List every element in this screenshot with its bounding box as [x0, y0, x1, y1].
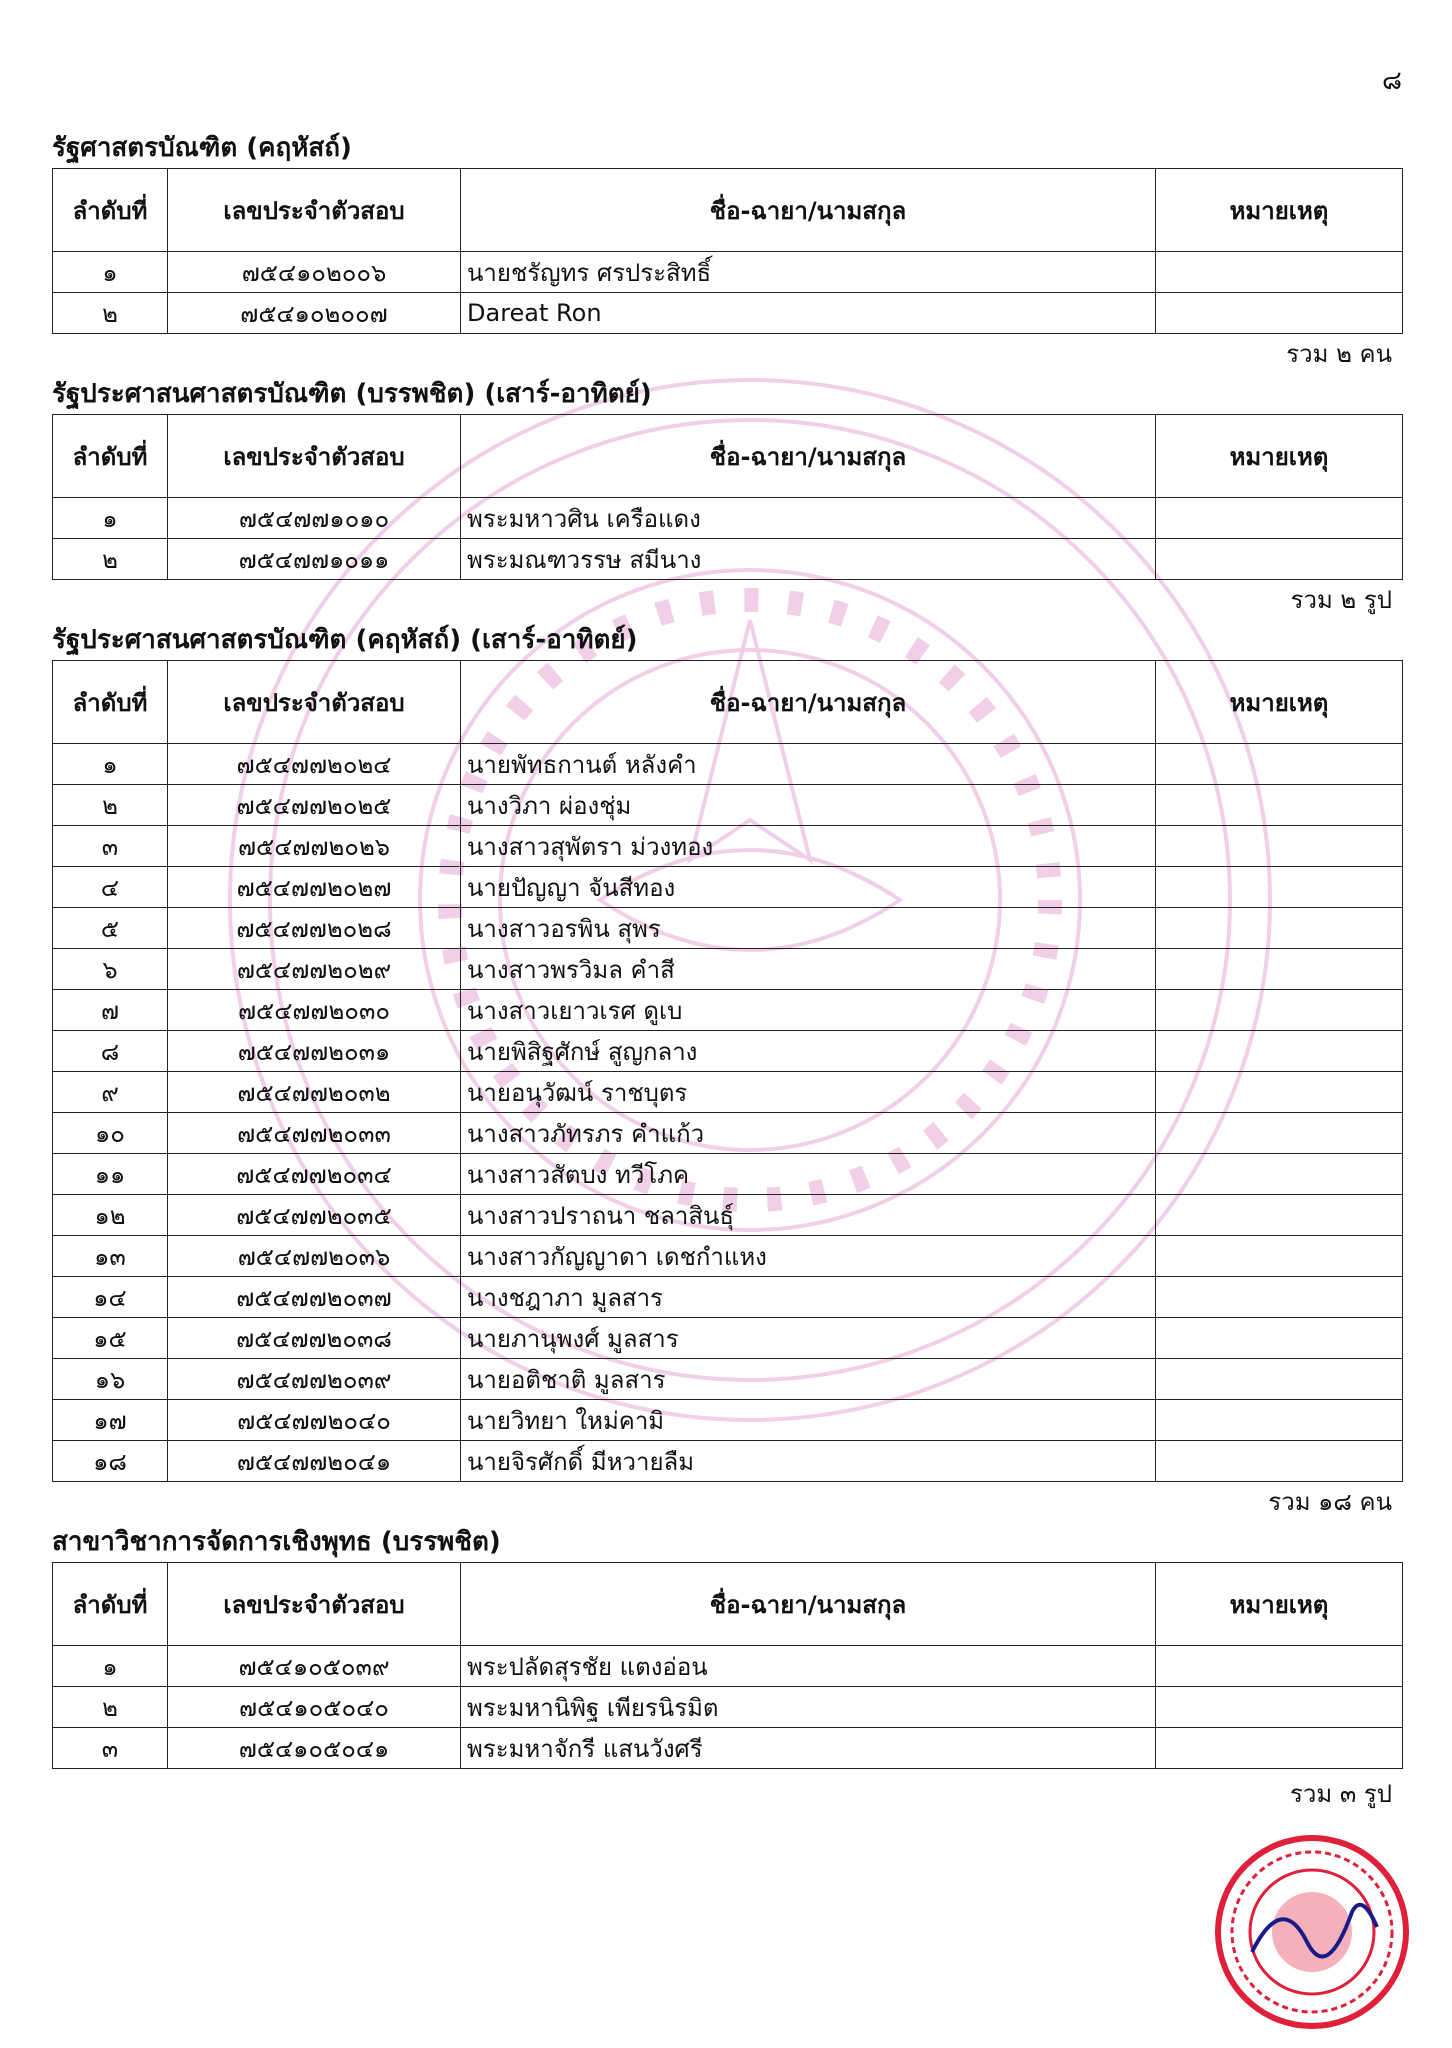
table-header-row: [53, 415, 1403, 498]
row-remark: [1156, 252, 1403, 293]
header-exam-id: เลขประจำตัวสอบ: [168, 415, 461, 498]
table-row: [53, 1646, 1403, 1687]
row-name: Dareat Ron: [461, 293, 1156, 334]
row-order: ๑๖: [53, 1359, 168, 1400]
row-order: ๒: [53, 1687, 168, 1728]
section-title: รัฐประศาสนศาสตรบัณฑิต (คฤหัสถ์) (เสาร์-อาทิตย์): [52, 625, 638, 655]
row-order: ๑๔: [53, 1277, 168, 1318]
row-order: ๘: [53, 1031, 168, 1072]
row-order: ๓: [53, 826, 168, 867]
header-name: ชื่อ-ฉายา/นามสกุล: [461, 661, 1156, 744]
row-name: นางสาวกัญญาดา เดชกำแหง: [461, 1236, 1156, 1277]
row-exam-id: ๗๕๔๗๗๑๐๑๑: [168, 539, 461, 580]
table-header-row: [53, 169, 1403, 252]
candidate-table: [52, 660, 1403, 1482]
table-row: [53, 1072, 1403, 1113]
row-name: นายพัทธกานต์ หลังคำ: [461, 744, 1156, 785]
section-title: รัฐประศาสนศาสตรบัณฑิต (บรรพชิต) (เสาร์-อาทิตย์): [52, 379, 652, 409]
row-remark: [1156, 744, 1403, 785]
row-exam-id: ๗๕๔๗๗๒๐๒๔: [168, 744, 461, 785]
row-exam-id: ๗๕๔๗๗๒๐๒๙: [168, 949, 461, 990]
row-name: พระมหาวศิน เครือแดง: [461, 498, 1156, 539]
row-order: ๑: [53, 744, 168, 785]
row-exam-id: ๗๕๔๑๐๕๐๓๙: [168, 1646, 461, 1687]
header-order: ลำดับที่: [53, 1563, 168, 1646]
table-row: [53, 744, 1403, 785]
row-exam-id: ๗๕๔๑๐๒๐๐๗: [168, 293, 461, 334]
row-name: พระมหานิพิฐ เพียรนิรมิต: [461, 1687, 1156, 1728]
row-name: นางสาวปราถนา ชลาสินธุ์: [461, 1195, 1156, 1236]
header-name: ชื่อ-ฉายา/นามสกุล: [461, 169, 1156, 252]
row-name: นางวิภา ผ่องชุ่ม: [461, 785, 1156, 826]
table-row: [53, 949, 1403, 990]
row-name: นางสาวพรวิมล คำสี: [461, 949, 1156, 990]
row-name: นางสาวภัทรภร คำแก้ว: [461, 1113, 1156, 1154]
candidate-table: [52, 1562, 1403, 1769]
row-exam-id: ๗๕๔๗๗๒๐๒๕: [168, 785, 461, 826]
row-name: พระมณฑวรรษ สมีนาง: [461, 539, 1156, 580]
table-row: [53, 1154, 1403, 1195]
row-order: ๑: [53, 252, 168, 293]
header-exam-id: เลขประจำตัวสอบ: [168, 661, 461, 744]
row-remark: [1156, 1318, 1403, 1359]
table-row: [53, 1277, 1403, 1318]
row-exam-id: ๗๕๔๗๗๒๐๓๐: [168, 990, 461, 1031]
row-exam-id: ๗๕๔๗๗๒๐๒๘: [168, 908, 461, 949]
section-public-admin-monk-weekend: [52, 374, 1402, 620]
table-row: [53, 498, 1403, 539]
row-remark: [1156, 1728, 1403, 1769]
table-row: [53, 539, 1403, 580]
table-row: [53, 785, 1403, 826]
table-row: [53, 1728, 1403, 1769]
row-name: นายชรัญทร ศรประสิทธิ์: [461, 252, 1156, 293]
section-buddhist-management-monk: [52, 1522, 1402, 1819]
row-name: นายจิรศักดิ์ มีหวายลืม: [461, 1441, 1156, 1482]
row-order: ๙: [53, 1072, 168, 1113]
row-order: ๑๘: [53, 1441, 168, 1482]
section-title: รัฐศาสตรบัณฑิต (คฤหัสถ์): [52, 133, 352, 163]
row-remark: [1156, 1154, 1403, 1195]
section-political-science-layperson: [52, 128, 1402, 374]
row-order: ๒: [53, 785, 168, 826]
row-name: นางสาวเยาวเรศ ดูเบ: [461, 990, 1156, 1031]
row-remark: [1156, 826, 1403, 867]
row-remark: [1156, 867, 1403, 908]
table-row: [53, 1400, 1403, 1441]
candidate-table: [52, 414, 1403, 580]
header-name: ชื่อ-ฉายา/นามสกุล: [461, 1563, 1156, 1646]
row-remark: [1156, 293, 1403, 334]
row-exam-id: ๗๕๔๗๗๒๐๔๐: [168, 1400, 461, 1441]
row-order: ๑๗: [53, 1400, 168, 1441]
row-remark: [1156, 908, 1403, 949]
row-order: ๑๑: [53, 1154, 168, 1195]
header-remark: หมายเหตุ: [1156, 1563, 1403, 1646]
table-row: [53, 908, 1403, 949]
row-remark: [1156, 1400, 1403, 1441]
row-exam-id: ๗๕๔๗๗๒๐๓๔: [168, 1154, 461, 1195]
section-total: รวม ๑๘ คน: [1268, 1488, 1392, 1516]
candidate-table: [52, 168, 1403, 334]
row-exam-id: ๗๕๔๗๗๒๐๒๗: [168, 867, 461, 908]
header-exam-id: เลขประจำตัวสอบ: [168, 1563, 461, 1646]
row-exam-id: ๗๕๔๗๗๒๐๔๑: [168, 1441, 461, 1482]
row-exam-id: ๗๕๔๗๗๒๐๓๒: [168, 1072, 461, 1113]
section-total: รวม ๒ รูป: [1290, 586, 1392, 614]
row-exam-id: ๗๕๔๗๗๑๐๑๐: [168, 498, 461, 539]
table-row: [53, 252, 1403, 293]
table-row: [53, 1031, 1403, 1072]
table-row: [53, 990, 1403, 1031]
row-order: ๑๓: [53, 1236, 168, 1277]
header-exam-id: เลขประจำตัวสอบ: [168, 169, 461, 252]
row-order: ๑: [53, 1646, 168, 1687]
table-row: [53, 1195, 1403, 1236]
table-row: [53, 1113, 1403, 1154]
row-exam-id: ๗๕๔๗๗๒๐๓๘: [168, 1318, 461, 1359]
row-remark: [1156, 1195, 1403, 1236]
row-name: นางสาวสัตบง ทวีโภค: [461, 1154, 1156, 1195]
row-name: นายภานุพงศ์ มูลสาร: [461, 1318, 1156, 1359]
official-seal-icon: [1212, 1832, 1412, 2032]
table-row: [53, 1359, 1403, 1400]
table-header-row: [53, 661, 1403, 744]
table-row: [53, 293, 1403, 334]
row-name: นายอติชาติ มูลสาร: [461, 1359, 1156, 1400]
table-header-row: [53, 1563, 1403, 1646]
row-remark: [1156, 539, 1403, 580]
header-name: ชื่อ-ฉายา/นามสกุล: [461, 415, 1156, 498]
page-number: ๘: [1381, 66, 1402, 96]
section-title: สาขาวิชาการจัดการเชิงพุทธ (บรรพชิต): [52, 1527, 501, 1557]
row-order: ๑๐: [53, 1113, 168, 1154]
table-row: [53, 867, 1403, 908]
row-exam-id: ๗๕๔๗๗๒๐๓๕: [168, 1195, 461, 1236]
row-order: ๑: [53, 498, 168, 539]
table-row: [53, 1236, 1403, 1277]
row-name: นายพิสิฐศักษ์ สูญกลาง: [461, 1031, 1156, 1072]
table-row: [53, 1441, 1403, 1482]
row-remark: [1156, 1441, 1403, 1482]
row-order: ๕: [53, 908, 168, 949]
row-remark: [1156, 990, 1403, 1031]
row-exam-id: ๗๕๔๑๐๕๐๔๑: [168, 1728, 461, 1769]
row-remark: [1156, 1031, 1403, 1072]
row-remark: [1156, 1687, 1403, 1728]
row-name: พระมหาจักรี แสนวังศรี: [461, 1728, 1156, 1769]
row-order: ๒: [53, 293, 168, 334]
row-name: นางชฎาภา มูลสาร: [461, 1277, 1156, 1318]
row-exam-id: ๗๕๔๗๗๒๐๓๓: [168, 1113, 461, 1154]
row-remark: [1156, 785, 1403, 826]
row-remark: [1156, 1072, 1403, 1113]
row-name: พระปลัดสุรชัย แตงอ่อน: [461, 1646, 1156, 1687]
table-row: [53, 826, 1403, 867]
header-remark: หมายเหตุ: [1156, 415, 1403, 498]
row-remark: [1156, 498, 1403, 539]
row-exam-id: ๗๕๔๑๐๕๐๔๐: [168, 1687, 461, 1728]
row-order: ๓: [53, 1728, 168, 1769]
row-remark: [1156, 1646, 1403, 1687]
header-order: ลำดับที่: [53, 661, 168, 744]
table-row: [53, 1687, 1403, 1728]
row-order: ๖: [53, 949, 168, 990]
header-remark: หมายเหตุ: [1156, 169, 1403, 252]
row-remark: [1156, 1277, 1403, 1318]
row-exam-id: ๗๕๔๗๗๒๐๓๙: [168, 1359, 461, 1400]
section-total: รวม ๓ รูป: [1290, 1780, 1392, 1808]
row-exam-id: ๗๕๔๑๐๒๐๐๖: [168, 252, 461, 293]
header-order: ลำดับที่: [53, 169, 168, 252]
row-order: ๔: [53, 867, 168, 908]
row-order: ๑๒: [53, 1195, 168, 1236]
row-name: นางสาวสุพัตรา ม่วงทอง: [461, 826, 1156, 867]
document-body: [52, 128, 1402, 1819]
row-remark: [1156, 1359, 1403, 1400]
table-row: [53, 1318, 1403, 1359]
row-remark: [1156, 949, 1403, 990]
row-remark: [1156, 1113, 1403, 1154]
row-name: นายอนุวัฒน์ ราชบุตร: [461, 1072, 1156, 1113]
header-remark: หมายเหตุ: [1156, 661, 1403, 744]
row-name: นางสาวอรพิน สุพร: [461, 908, 1156, 949]
row-exam-id: ๗๕๔๗๗๒๐๓๖: [168, 1236, 461, 1277]
row-exam-id: ๗๕๔๗๗๒๐๓๑: [168, 1031, 461, 1072]
row-order: ๗: [53, 990, 168, 1031]
header-order: ลำดับที่: [53, 415, 168, 498]
section-public-admin-layperson-weekend: [52, 620, 1402, 1522]
section-total: รวม ๒ คน: [1286, 340, 1392, 368]
row-name: นายปัญญา จันสีทอง: [461, 867, 1156, 908]
row-order: ๒: [53, 539, 168, 580]
row-exam-id: ๗๕๔๗๗๒๐๓๗: [168, 1277, 461, 1318]
row-remark: [1156, 1236, 1403, 1277]
row-exam-id: ๗๕๔๗๗๒๐๒๖: [168, 826, 461, 867]
row-name: นายวิทยา ใหม่คามิ: [461, 1400, 1156, 1441]
row-order: ๑๕: [53, 1318, 168, 1359]
